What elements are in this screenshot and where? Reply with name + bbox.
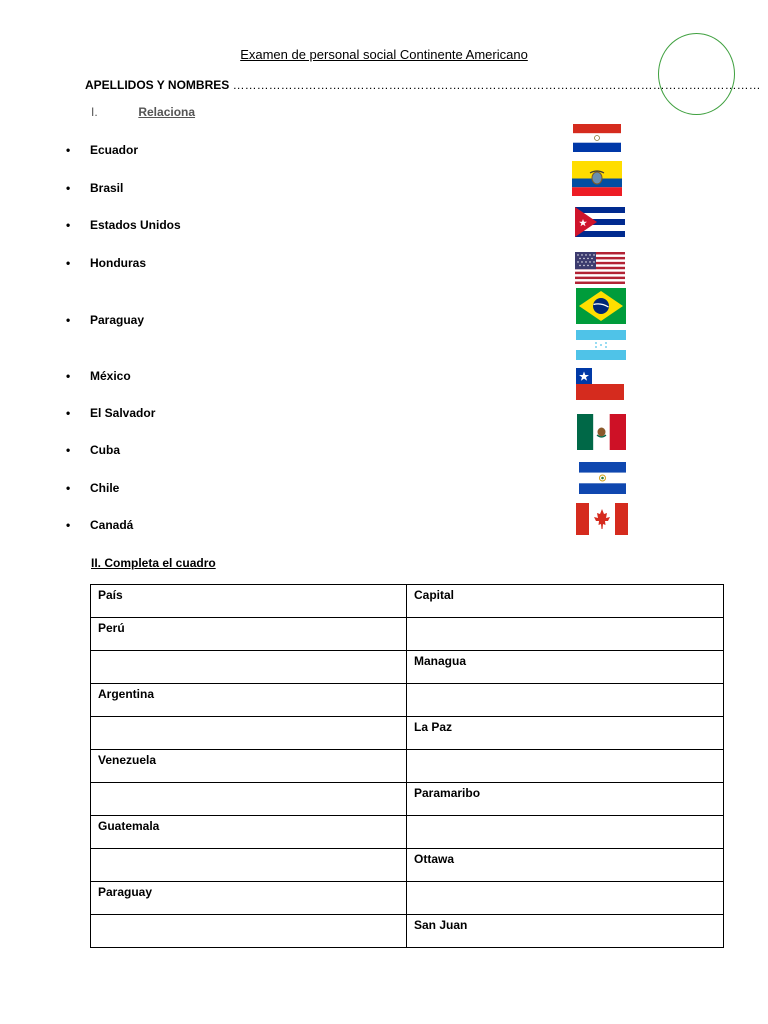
table-cell[interactable]: Guatemala: [91, 816, 407, 849]
table-header-row: [91, 585, 724, 618]
list-item: [66, 443, 120, 457]
bullet-icon: •: [66, 481, 71, 495]
list-item: [66, 256, 146, 270]
table-cell[interactable]: Paraguay: [91, 882, 407, 915]
table-cell[interactable]: [407, 618, 724, 651]
table-cell[interactable]: [91, 783, 407, 816]
section-1-label: Relaciona: [138, 105, 196, 119]
score-circle: [658, 33, 735, 115]
name-dots: ……………………………………………………………………………………………………………………: [232, 78, 761, 92]
country-name: Honduras: [90, 256, 147, 270]
table-row: [91, 816, 724, 849]
country-name: Paraguay: [90, 313, 145, 327]
bullet-icon: •: [66, 256, 71, 270]
bullet-icon: •: [66, 443, 71, 457]
country-name: Canadá: [90, 518, 134, 532]
list-item: [66, 218, 181, 232]
bullet-icon: •: [66, 181, 71, 195]
table-cell[interactable]: [91, 849, 407, 882]
honduras-flag: [576, 330, 626, 360]
table-row: [91, 651, 724, 684]
country-name: Ecuador: [90, 143, 139, 157]
el-salvador-flag: [579, 462, 626, 494]
table-cell[interactable]: Perú: [91, 618, 407, 651]
country-name: Cuba: [90, 443, 120, 457]
bullet-icon: •: [66, 218, 71, 232]
bullet-icon: •: [66, 406, 71, 420]
country-name: Chile: [90, 481, 120, 495]
list-item: [66, 481, 119, 495]
table-cell[interactable]: Managua: [407, 651, 724, 684]
table-cell[interactable]: [407, 750, 724, 783]
table-cell[interactable]: [407, 882, 724, 915]
list-item: [66, 406, 155, 420]
section-1-heading: [91, 105, 195, 119]
section-1-number: I.: [91, 105, 98, 119]
table-row: [91, 750, 724, 783]
name-label: APELLIDOS Y NOMBRES: [85, 78, 230, 92]
country-name: México: [90, 369, 131, 383]
table-row: [91, 684, 724, 717]
bullet-icon: •: [66, 518, 71, 532]
table-cell[interactable]: San Juan: [407, 915, 724, 948]
table-cell[interactable]: Paramaribo: [407, 783, 724, 816]
canada-flag: [576, 503, 628, 535]
table-cell[interactable]: Ottawa: [407, 849, 724, 882]
table-cell[interactable]: Argentina: [91, 684, 407, 717]
usa-flag: [575, 252, 625, 284]
table-row: [91, 618, 724, 651]
table-cell[interactable]: [91, 717, 407, 750]
mexico-flag: [577, 414, 626, 450]
header-pais: País: [91, 585, 407, 618]
paraguay-flag: [573, 124, 621, 152]
bullet-icon: •: [66, 143, 71, 157]
table-cell[interactable]: Venezuela: [91, 750, 407, 783]
list-item: [66, 369, 131, 383]
table-cell[interactable]: La Paz: [407, 717, 724, 750]
section-2-heading: II. Completa el cuadro: [91, 556, 216, 570]
cuba-flag: [575, 207, 625, 237]
table-cell[interactable]: [91, 651, 407, 684]
table-cell[interactable]: [407, 816, 724, 849]
table-row: [91, 783, 724, 816]
list-item: [66, 518, 133, 532]
header-capital: Capital: [407, 585, 724, 618]
country-name: Estados Unidos: [90, 218, 181, 232]
page-title: Examen de personal social Continente Americano: [240, 47, 528, 62]
bullet-icon: •: [66, 313, 71, 327]
table-row: [91, 717, 724, 750]
chile-flag: [576, 368, 624, 400]
list-item: [66, 313, 144, 327]
country-name: Brasil: [90, 181, 124, 195]
bullet-icon: •: [66, 369, 71, 383]
list-item: [66, 143, 138, 157]
country-name: El Salvador: [90, 406, 156, 420]
table-cell[interactable]: [91, 915, 407, 948]
table-row: [91, 849, 724, 882]
list-item: [66, 181, 123, 195]
brazil-flag: [576, 288, 626, 324]
table-row: [91, 882, 724, 915]
ecuador-flag: [572, 161, 622, 196]
table-cell[interactable]: [407, 684, 724, 717]
country-capital-table: [90, 584, 724, 948]
table-row: [91, 915, 724, 948]
